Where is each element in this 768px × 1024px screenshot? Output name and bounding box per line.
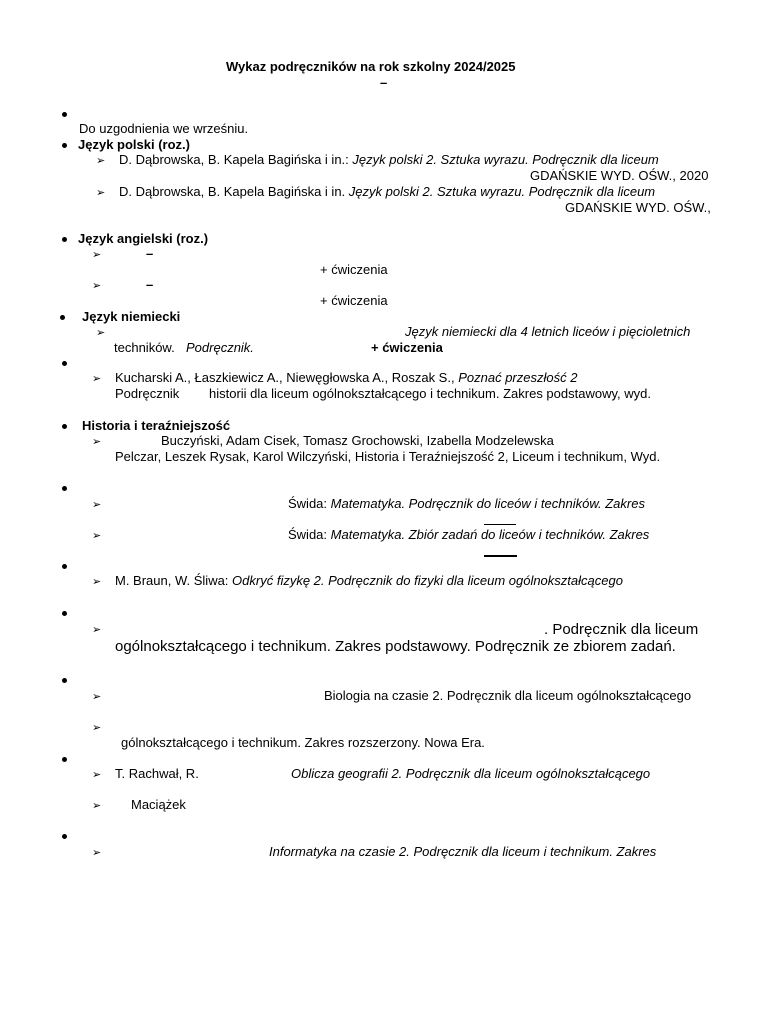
arrow-bullet-icon: ➢: [92, 499, 102, 511]
matematyka-title1: Matematyka. Podręcznik do liceów i techników. Zakres: [330, 496, 645, 511]
fizyka-authors: M. Braun, W. Śliwa:: [115, 573, 229, 588]
arrow-bullet-icon: ➢: [92, 280, 102, 292]
bullet-dot: [60, 315, 65, 320]
niemiecki-line2-bold: + ćwiczenia: [371, 340, 443, 355]
matematyka-item2: [288, 527, 649, 543]
polski-item2: [119, 184, 655, 200]
matematyka-item1: [288, 496, 645, 512]
section-heading-niemiecki: Język niemiecki: [82, 309, 181, 324]
section-heading-hit: Historia i teraźniejszość: [82, 418, 231, 433]
arrow-bullet-icon: ➢: [92, 436, 102, 448]
matematyka-title2: Matematyka. Zbiór zadań do liceów i techników. Zakres: [330, 527, 650, 542]
hit-line2: Pelczar, Leszek Rysak, Karol Wilczyński, Historia i Teraźniejszość 2, Liceum i technikum, Wyd.: [115, 449, 661, 464]
arrow-bullet-icon: ➢: [96, 187, 106, 199]
matematyka-author: Świda:: [288, 496, 328, 511]
angielski-dash: –: [146, 277, 154, 292]
angielski-dash: –: [146, 246, 154, 261]
note-text: Do uzgodnienia we wrześniu.: [79, 121, 249, 136]
historia-title: Poznać przeszłość 2: [458, 370, 578, 385]
fizyka-item: [115, 573, 623, 589]
arrow-bullet-icon: ➢: [92, 624, 102, 636]
polski-item2-publisher: GDAŃSKIE WYD. OŚW.,: [565, 200, 711, 215]
angielski-exercises: + ćwiczenia: [320, 293, 388, 308]
biologia-line1: Biologia na czasie 2. Podręcznik dla liceum ogólnokształcącego: [324, 688, 692, 703]
arrow-bullet-icon: ➢: [96, 327, 106, 339]
bullet-dot: [62, 564, 67, 569]
arrow-bullet-icon: ➢: [92, 576, 102, 588]
arrow-bullet-icon: ➢: [92, 847, 102, 859]
bullet-dot: [62, 611, 67, 616]
informatyka-title: Informatyka na czasie 2. Podręcznik dla liceum i technikum. Zakres: [269, 844, 657, 859]
bullet-dot: [62, 143, 67, 148]
underline-rule: [484, 555, 517, 557]
hit-line1: Buczyński, Adam Cisek, Tomasz Grochowski, Izabella Modzelewska: [161, 433, 554, 448]
bullet-dot: [62, 486, 67, 491]
bullet-dot: [62, 424, 67, 429]
bullet-dot: [62, 237, 67, 242]
page-title: Wykaz podręczników na rok szkolny 2024/2025: [226, 59, 516, 74]
bullet-dot: [62, 361, 67, 366]
bullet-dot: [62, 834, 67, 839]
niemiecki-line2-italic: Podręcznik.: [186, 340, 254, 355]
arrow-bullet-icon: ➢: [92, 722, 102, 734]
fizyka-title: Odkryć fizykę 2. Podręcznik do fizyki dla liceum ogólnokształcącego: [232, 573, 623, 588]
arrow-bullet-icon: ➢: [92, 800, 102, 812]
historia-authors: Kucharski A., Łaszkiewicz A., Niewęgłowska A., Roszak S.,: [115, 370, 455, 385]
bullet-dot: [62, 678, 67, 683]
niemiecki-line1: Język niemiecki dla 4 letnich liceów i pięcioletnich: [405, 324, 691, 339]
geografia-author2: Maciążek: [131, 797, 186, 812]
polski-item2-authors: D. Dąbrowska, B. Kapela Bagińska i in.: [119, 184, 346, 199]
chemia-line2: ogólnokształcącego i technikum. Zakres podstawowy. Podręcznik ze zbiorem zadań.: [115, 638, 676, 655]
angielski-exercises: + ćwiczenia: [320, 262, 388, 277]
geografia-authors: T. Rachwał, R.: [115, 766, 199, 781]
section-heading-polski: Język polski (roz.): [78, 137, 190, 152]
polski-item1-publisher: GDAŃSKIE WYD. OŚW., 2020: [530, 168, 709, 183]
polski-item1-title: Język polski 2. Sztuka wyrazu. Podręcznik dla liceum: [352, 152, 659, 167]
historia-line1: [115, 370, 577, 386]
arrow-bullet-icon: ➢: [92, 769, 102, 781]
polski-item1: [119, 152, 659, 168]
bullet-dot: [62, 757, 67, 762]
arrow-bullet-icon: ➢: [92, 530, 102, 542]
niemiecki-line2-text: techników.: [114, 340, 175, 355]
chemia-line1: . Podręcznik dla liceum: [544, 621, 699, 638]
underline-rule: [484, 524, 516, 525]
arrow-bullet-icon: ➢: [92, 373, 102, 385]
arrow-bullet-icon: ➢: [92, 691, 102, 703]
historia-line2-b: historii dla liceum ogólnokształcącego i technikum. Zakres podstawowy, wyd.: [209, 386, 651, 401]
bullet-dot: [62, 112, 67, 117]
section-heading-angielski: Język angielski (roz.): [78, 231, 209, 246]
geografia-title: Oblicza geografii 2. Podręcznik dla liceum ogólnokształcącego: [291, 766, 651, 781]
polski-item2-title: Język polski 2. Sztuka wyrazu. Podręcznik dla liceum: [348, 184, 656, 199]
historia-line2-a: Podręcznik: [115, 386, 180, 401]
title-dash: –: [380, 75, 388, 90]
biologia-line2: gólnokształcącego i technikum. Zakres rozszerzony. Nowa Era.: [121, 735, 485, 750]
arrow-bullet-icon: ➢: [92, 249, 102, 261]
arrow-bullet-icon: ➢: [96, 155, 106, 167]
matematyka-author: Świda:: [288, 527, 328, 542]
polski-item1-authors: D. Dąbrowska, B. Kapela Bagińska i in.:: [119, 152, 349, 167]
